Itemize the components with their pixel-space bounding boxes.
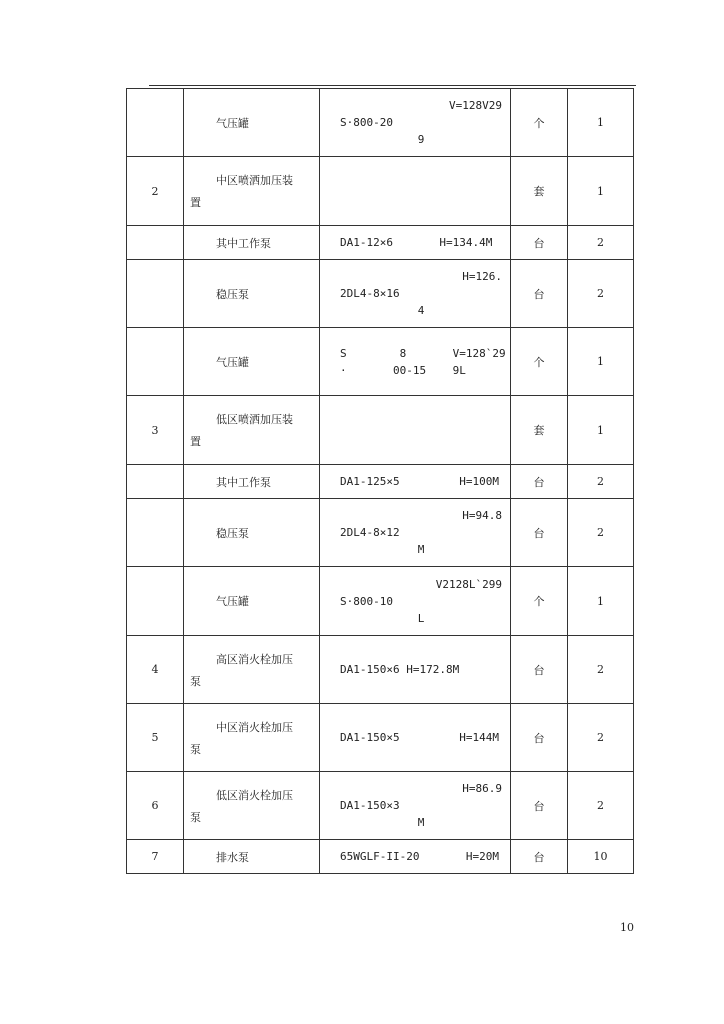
quantity: 2 — [568, 226, 634, 260]
spec-line: 65WGLF-II-20 H=20M — [340, 850, 499, 863]
unit: 套 — [511, 157, 568, 226]
equipment-name-line: 泵 — [190, 742, 201, 756]
spec-line: DA1-150×3 — [340, 799, 400, 812]
table-row — [127, 89, 634, 157]
equipment-spec — [320, 636, 511, 704]
equipment-name — [184, 465, 320, 499]
spec-line: V=128V29 — [449, 99, 502, 112]
table-row — [127, 328, 634, 396]
spec-line: · 00-15 9L — [340, 363, 466, 377]
equipment-name-line: 排水泵 — [216, 850, 249, 864]
equipment-spec — [320, 704, 511, 772]
unit: 台 — [511, 704, 568, 772]
spec-line: H=86.9 — [462, 782, 502, 795]
equipment-name-line: 置 — [190, 435, 201, 448]
item-number — [127, 226, 184, 260]
unit: 个 — [511, 89, 568, 157]
unit: 台 — [511, 772, 568, 840]
item-number — [127, 567, 184, 636]
equipment-spec — [320, 89, 511, 157]
quantity: 2 — [568, 704, 634, 772]
equipment-name — [184, 840, 320, 874]
spec-line: DA1-125×5 H=100M — [340, 475, 499, 488]
spec-line: 2DL4-8×12 — [340, 526, 400, 539]
equipment-name — [184, 704, 320, 772]
spec-line: DA1-150×6 H=172.8M — [340, 663, 460, 676]
table-row — [127, 567, 634, 636]
equipment-name-line: 其中工作泵 — [216, 236, 271, 250]
quantity: 2 — [568, 499, 634, 567]
equipment-name — [184, 226, 320, 260]
equipment-name — [184, 772, 320, 840]
equipment-name-line: 高区消火栓加压 — [216, 652, 293, 666]
quantity: 1 — [568, 157, 634, 226]
item-number: 6 — [127, 772, 184, 840]
spec-line: S·800-20 — [340, 116, 393, 129]
spec-line: M — [417, 543, 425, 556]
equipment-name-line: 稳压泵 — [216, 526, 249, 540]
unit: 套 — [511, 396, 568, 465]
equipment-name — [184, 396, 320, 465]
table-row — [127, 465, 634, 499]
equipment-name-line: 低区消火栓加压 — [216, 788, 293, 802]
table-row — [127, 499, 634, 567]
item-number — [127, 260, 184, 328]
equipment-table — [126, 88, 634, 874]
equipment-name-line: 泵 — [190, 674, 201, 688]
table-row — [127, 396, 634, 465]
table-row — [127, 636, 634, 704]
item-number: 7 — [127, 840, 184, 874]
spec-line: S·800-10 — [340, 594, 393, 608]
equipment-name-line: 稳压泵 — [216, 287, 249, 301]
equipment-name-line: 其中工作泵 — [216, 475, 271, 489]
equipment-name-line: 置 — [190, 196, 201, 209]
item-number: 2 — [127, 157, 184, 226]
item-number: 4 — [127, 636, 184, 704]
equipment-spec — [320, 567, 511, 636]
equipment-name-line: 低区喷洒加压装 — [216, 413, 293, 426]
item-number — [127, 465, 184, 499]
spec-line: L — [417, 611, 425, 625]
spec-line: 9 — [417, 133, 425, 146]
unit: 台 — [511, 636, 568, 704]
quantity: 1 — [568, 328, 634, 396]
equipment-spec — [320, 396, 511, 465]
equipment-name — [184, 328, 320, 396]
table-row — [127, 226, 634, 260]
equipment-name-line: 气压罐 — [216, 595, 249, 608]
equipment-name — [184, 636, 320, 704]
equipment-spec — [320, 157, 511, 226]
spec-line: DA1-12×6 H=134.4M — [340, 236, 493, 249]
equipment-name-line: 气压罐 — [216, 355, 249, 369]
quantity: 2 — [568, 465, 634, 499]
equipment-spec — [320, 465, 511, 499]
unit: 个 — [511, 567, 568, 636]
quantity: 2 — [568, 636, 634, 704]
unit: 台 — [511, 226, 568, 260]
quantity: 1 — [568, 567, 634, 636]
header-rule — [149, 85, 636, 86]
equipment-name-line: 中区喷洒加压装 — [216, 174, 293, 187]
unit: 个 — [511, 328, 568, 396]
equipment-name — [184, 499, 320, 567]
item-number — [127, 499, 184, 567]
spec-line: M — [417, 816, 425, 829]
quantity: 1 — [568, 89, 634, 157]
spec-line: V2128L`299 — [435, 577, 502, 591]
table-row — [127, 840, 634, 874]
spec-line: S 8 V=128`29 — [340, 346, 506, 360]
equipment-spec — [320, 772, 511, 840]
equipment-name — [184, 260, 320, 328]
equipment-name-line: 泵 — [190, 810, 201, 824]
table-row — [127, 260, 634, 328]
spec-line: H=126. — [462, 270, 502, 283]
unit: 台 — [511, 260, 568, 328]
equipment-spec — [320, 499, 511, 567]
spec-line: 4 — [417, 304, 425, 317]
quantity: 2 — [568, 772, 634, 840]
equipment-name — [184, 157, 320, 226]
equipment-spec — [320, 260, 511, 328]
equipment-spec — [320, 328, 511, 396]
item-number: 5 — [127, 704, 184, 772]
quantity: 10 — [568, 840, 634, 874]
equipment-name-line: 中区消火栓加压 — [216, 720, 293, 734]
spec-line: H=94.8 — [462, 509, 502, 522]
spec-line: 2DL4-8×16 — [340, 287, 400, 300]
unit: 台 — [511, 840, 568, 874]
quantity: 2 — [568, 260, 634, 328]
item-number: 3 — [127, 396, 184, 465]
equipment-spec — [320, 840, 511, 874]
table-row — [127, 704, 634, 772]
unit: 台 — [511, 465, 568, 499]
unit: 台 — [511, 499, 568, 567]
equipment-name — [184, 567, 320, 636]
table-row — [127, 157, 634, 226]
page-number: 10 — [620, 921, 634, 934]
spec-line: DA1-150×5 H=144M — [340, 731, 499, 744]
equipment-name — [184, 89, 320, 157]
table-row — [127, 772, 634, 840]
item-number — [127, 89, 184, 157]
item-number — [127, 328, 184, 396]
equipment-spec — [320, 226, 511, 260]
quantity: 1 — [568, 396, 634, 465]
equipment-name-line: 气压罐 — [216, 116, 249, 130]
